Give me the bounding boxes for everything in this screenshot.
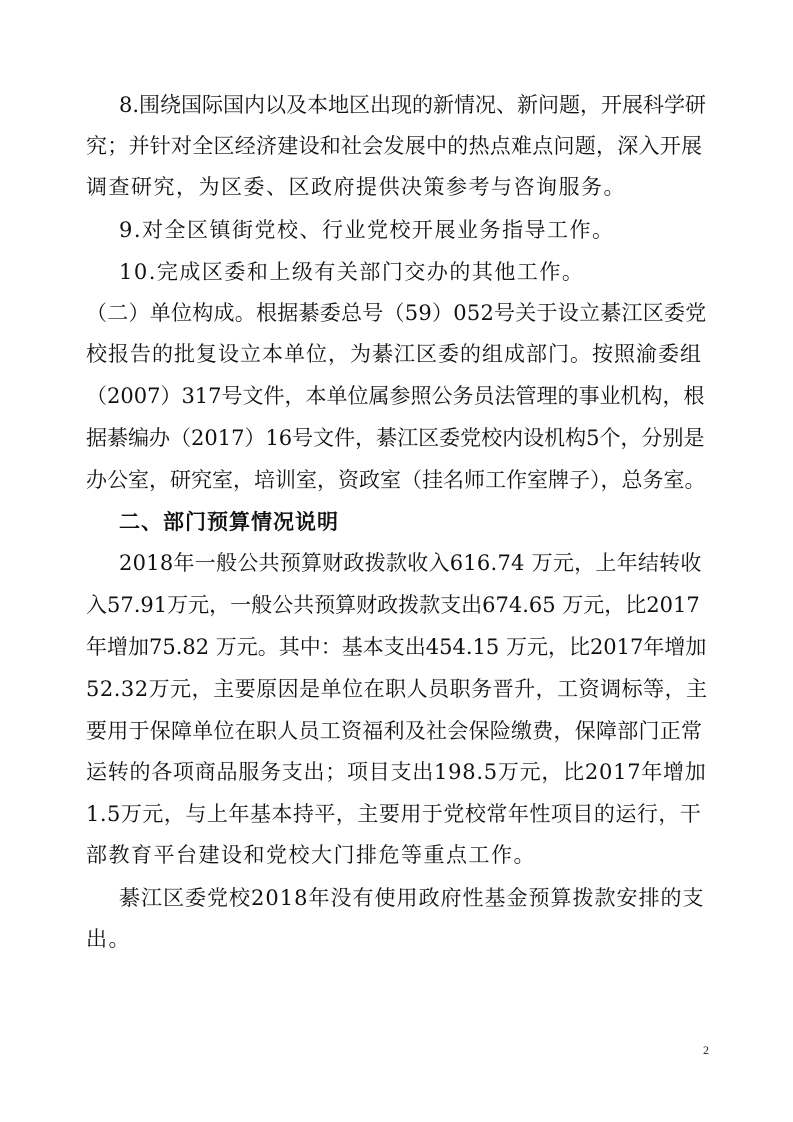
section-heading: 二、部门预算情况说明 — [119, 510, 339, 534]
text-line: 年增加75.82 万元。其中：基本支出454.15 万元，比2017年增加 — [86, 635, 707, 659]
text-line: 要用于保障单位在职人员工资福利及社会保险缴费，保障部门正常 — [86, 719, 703, 743]
text-line: 部教育平台建设和党校大门排危等重点工作。 — [86, 843, 536, 867]
text-line: 据綦编办（2017）16号文件，綦江区委党校内设机构5个，分别是 — [86, 426, 705, 450]
text-line: 究；并针对全区经济建设和社会发展中的热点难点问题，深入开展 — [86, 134, 703, 158]
text-line: 入57.91万元，一般公共预算财政拨款支出674.65 万元，比2017 — [86, 593, 700, 617]
text-line: 校报告的批复设立本单位，为綦江区委的组成部门。按照渝委组 — [86, 342, 702, 366]
text-line: 出。 — [86, 927, 131, 951]
text-line: 办公室，研究室，培训室，资政室（挂名师工作室牌子），总务室。 — [86, 468, 706, 492]
text-line: 1.5万元，与上年基本持平，主要用于党校常年性项目的运行，干 — [86, 802, 702, 826]
text-line: 52.32万元，主要原因是单位在职人员职务晋升，工资调标等，主 — [86, 677, 708, 701]
text-line: 调查研究，为区委、区政府提供决策参考与咨询服务。 — [86, 175, 626, 199]
text-line: （二）单位构成。根据綦委总号（59）052号关于设立綦江区委党 — [86, 301, 707, 325]
text-line: 2018年一般公共预算财政拨款收入616.74 万元，上年结转收 — [119, 551, 702, 575]
text-line: 运转的各项商品服务支出；项目支出198.5万元，比2017年增加 — [86, 760, 707, 784]
text-line: 9.对全区镇街党校、行业党校开展业务指导工作。 — [119, 218, 615, 242]
text-line: 8.围绕国际国内以及本地区出现的新情况、新问题，开展科学研 — [119, 93, 707, 117]
text-line: 10.完成区委和上级有关部门交办的其他工作。 — [119, 260, 585, 284]
text-line: 綦江区委党校2018年没有使用政府性基金预算拨款安排的支 — [119, 886, 705, 910]
text-line: （2007）317号文件，本单位属参照公务员法管理的事业机构，根 — [86, 384, 705, 408]
page-number: 2 — [703, 1043, 709, 1057]
